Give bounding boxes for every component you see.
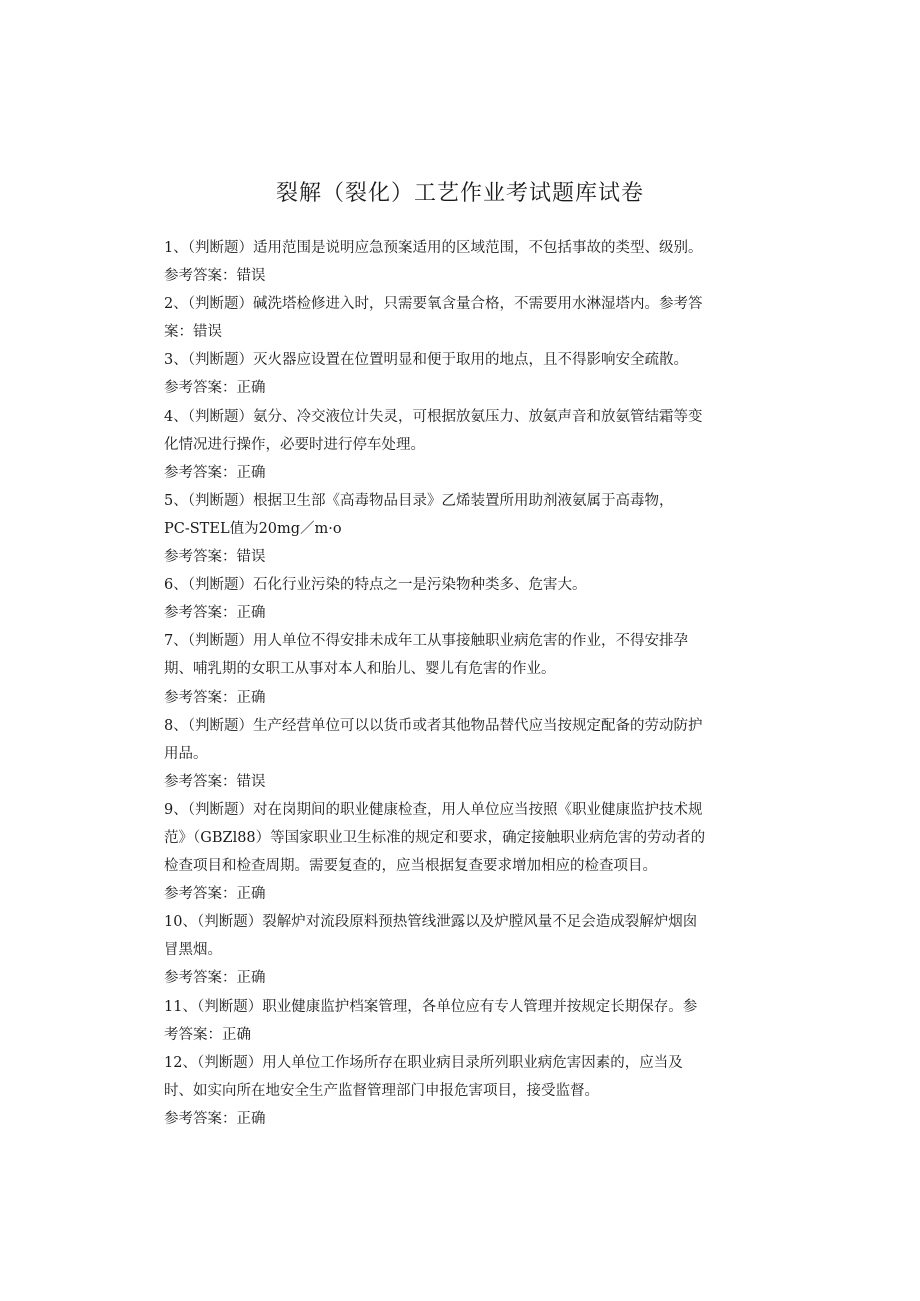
text-line: 6、（判断题）石化行业污染的特点之一是污染物种类多、危害大。 [164, 577, 587, 594]
text-line: 12、（判断题）用人单位工作场所存在职业病目录所列职业病危害因素的，应当及 [164, 1054, 683, 1071]
answer-line: 参考答案：正确 [164, 464, 266, 481]
question-list [164, 234, 764, 1133]
answer-line: 参考答案：正确 [164, 689, 266, 706]
text-line: 范》（GBZl88）等国家职业卫生标准的规定和要求，确定接触职业病危害的劳动者的 [164, 829, 706, 846]
answer-line: 参考答案：正确 [164, 1110, 266, 1127]
answer-line: 参考答案：正确 [164, 886, 266, 903]
answer-line: 参考答案：错误 [164, 268, 266, 285]
text-line: 10、（判断题）裂解炉对流段原料预热管线泄露以及炉膛风量不足会造成裂解炉烟囱 [164, 914, 698, 931]
answer-line: 参考答案：错误 [164, 773, 266, 790]
document-title: 裂解（裂化）工艺作业考试题库试卷 [275, 181, 644, 206]
text-line: 检查项目和检查周期。需要复查的，应当根据复查要求增加相应的检查项目。 [164, 858, 657, 875]
answer-line: 参考答案：正确 [164, 380, 266, 397]
answer-line: 考答案：正确 [164, 1026, 251, 1043]
text-line: 化情况进行操作，必要时进行停车处理。 [164, 436, 425, 453]
answer-line: 参考答案：错误 [164, 549, 266, 566]
text-line: 用品。 [164, 745, 208, 762]
text-line: 3、（判断题）灭火器应设置在位置明显和便于取用的地点，且不得影响安全疏散。 [164, 352, 688, 369]
text-line: 9、（判断题）对在岗期间的职业健康检查，用人单位应当按照《职业健康监护技术规 [164, 801, 703, 818]
text-line: 期、哺乳期的女职工从事对本人和胎儿、婴儿有危害的作业。 [164, 661, 556, 678]
text-line: 8、（判断题）生产经营单位可以以货币或者其他物品替代应当按规定配备的劳动防护 [164, 717, 703, 734]
text-line: 时、如实向所在地安全生产监督管理部门申报危害项目，接受监督。 [164, 1082, 599, 1099]
answer-line: 参考答案：正确 [164, 970, 266, 987]
answer-line: 案：错误 [164, 324, 222, 341]
text-line: 1、（判断题）适用范围是说明应急预案适用的区域范围，不包括事故的类型、级别。 [164, 240, 703, 256]
text-line: 4、（判断题）氨分、冷交液位计失灵，可根据放氨压力、放氨声音和放氨管结霜等变 [164, 408, 703, 425]
text-line: PC-STEL值为20mg／m·o [164, 520, 342, 537]
text-line: 11、（判断题）职业健康监护档案管理，各单位应有专人管理并按规定长期保存。参 [164, 998, 698, 1015]
text-line: 5、（判断题）根据卫生部《高毒物品目录》乙烯装置所用助剂液氨属于高毒物， [164, 492, 674, 509]
answer-line: 参考答案：正确 [164, 605, 266, 622]
text-line: 7、（判断题）用人单位不得安排未成年工从事接触职业病危害的作业，不得安排孕 [164, 633, 688, 650]
text-line: 2、（判断题）碱洗塔检修进入时，只需要氧含量合格，不需要用水淋湿塔内。参考答 [164, 296, 703, 313]
text-line: 冒黑烟。 [164, 942, 222, 959]
